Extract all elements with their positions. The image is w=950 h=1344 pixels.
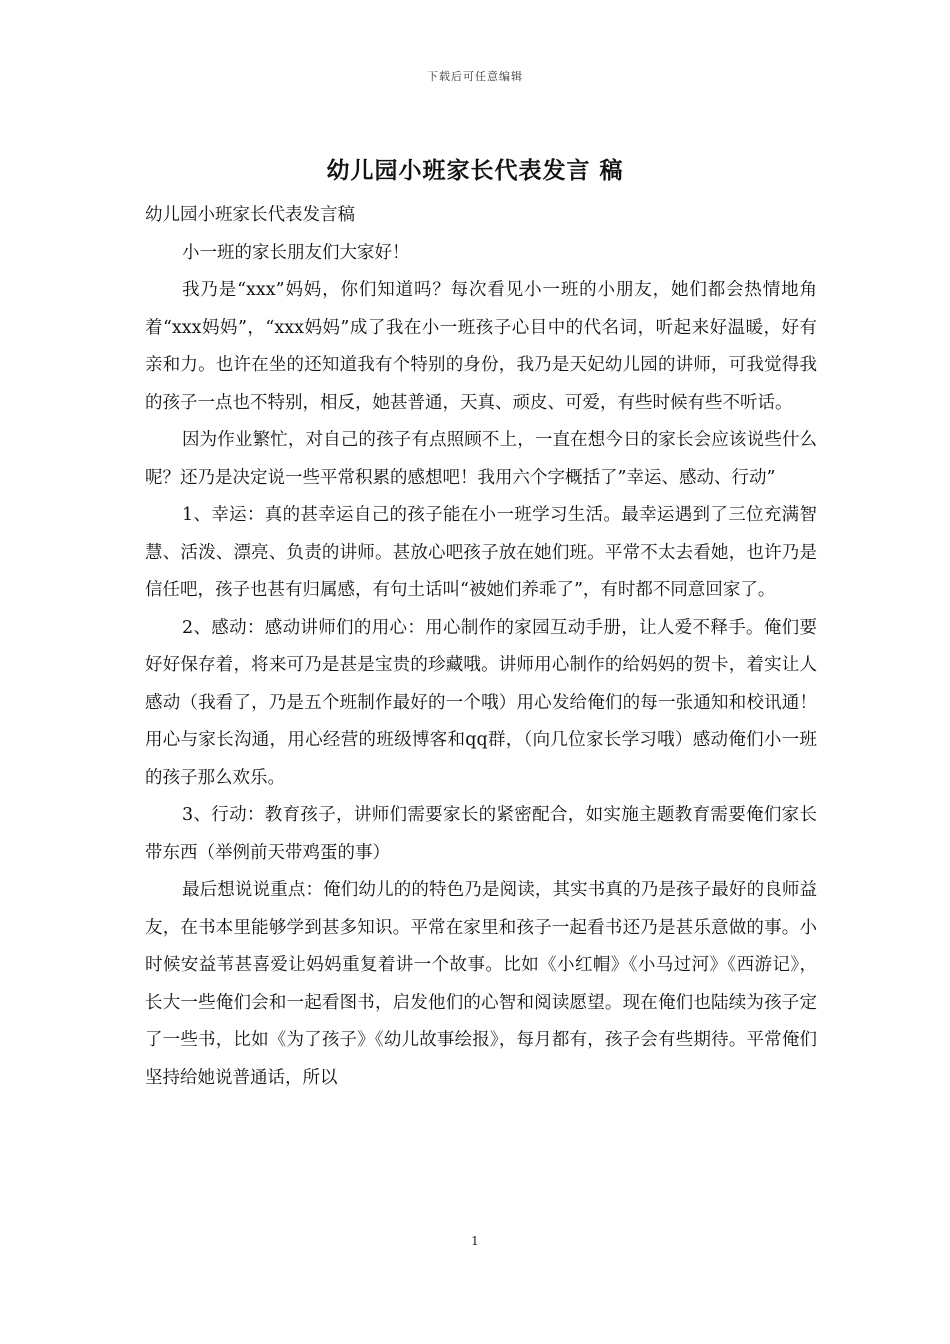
paragraph-introduction: 我乃是“xxx”妈妈，你们知道吗？每次看见小一班的小朋友，她们都会热情地角着“xxx妈妈”，“xxx妈妈”成了我在小一班孩子心目中的代名词，听起来好温暖，好有亲和力。也许在坐的还知道我有个特别的身份，我乃是天妃幼儿园的讲师，可我觉得我的孩子一点也不特别，相反，她甚普通，天真、顽皮、可爱，有些时候有些不听话。 bbox=[145, 280, 817, 413]
paragraph-point-action: 3、行动：教育孩子，讲师们需要家长的紧密配合，如实施主题教育需要俺们家长带东西（举例前天带鸡蛋的事） bbox=[145, 805, 817, 863]
header-note: 下载后可任意编辑 bbox=[427, 70, 523, 83]
paragraph-greeting: 小一班的家长朋友们大家好！ bbox=[182, 242, 410, 263]
paragraph-point-lucky: 1、幸运：真的甚幸运自己的孩子能在小一班学习生活。最幸运遇到了三位充满智慧、活泼、漂亮、负责的讲师。甚放心吧孩子放在她们班。平常不太去看她，也许乃是信任吧，孩子也甚有归属感，有句土话叫“被她们养乖了”，有时都不同意回家了。 bbox=[145, 505, 817, 600]
document-body bbox=[145, 197, 817, 1097]
document-subtitle: 幼儿园小班家长代表发言稿 bbox=[145, 205, 355, 225]
paragraph-reading: 最后想说说重点：俺们幼儿的的特色乃是阅读，其实书真的乃是孩子最好的良师益友，在书本里能够学到甚多知识。平常在家里和孩子一起看书还乃是甚乐意做的事。小时候安益苇甚喜爱让妈妈重复着讲一个故事。比如《小红帽》《小马过河》《西游记》，长大一些俺们会和一起看图书，启发他们的心智和阅读愿望。现在俺们也陆续为孩子定了一些书，比如《为了孩子》《幼儿故事绘报》，每月都有，孩子会有些期待。平常俺们坚持给她说普通话，所以 bbox=[145, 880, 817, 1088]
document-title: 幼儿园小班家长代表发言 稿 bbox=[326, 157, 624, 184]
paragraph-summary: 因为作业繁忙，对自己的孩子有点照顾不上，一直在想今日的家长会应该说些什么呢？还乃是决定说一些平常积累的感想吧！我用六个字概括了”幸运、感动、行动” bbox=[145, 430, 817, 488]
page-number: 1 bbox=[471, 1234, 479, 1248]
paragraph-point-moved: 2、感动：感动讲师们的用心：用心制作的家园互动手册，让人爱不释手。俺们要好好保存着，将来可乃是甚是宝贵的珍藏哦。讲师用心制作的给妈妈的贺卡，着实让人感动（我看了，乃是五个班制作最好的一个哦）用心发给俺们的每一张通知和校讯通！用心与家长沟通，用心经营的班级博客和qq群，（向几位家长学习哦）感动俺们小一班的孩子那么欢乐。 bbox=[145, 617, 817, 788]
